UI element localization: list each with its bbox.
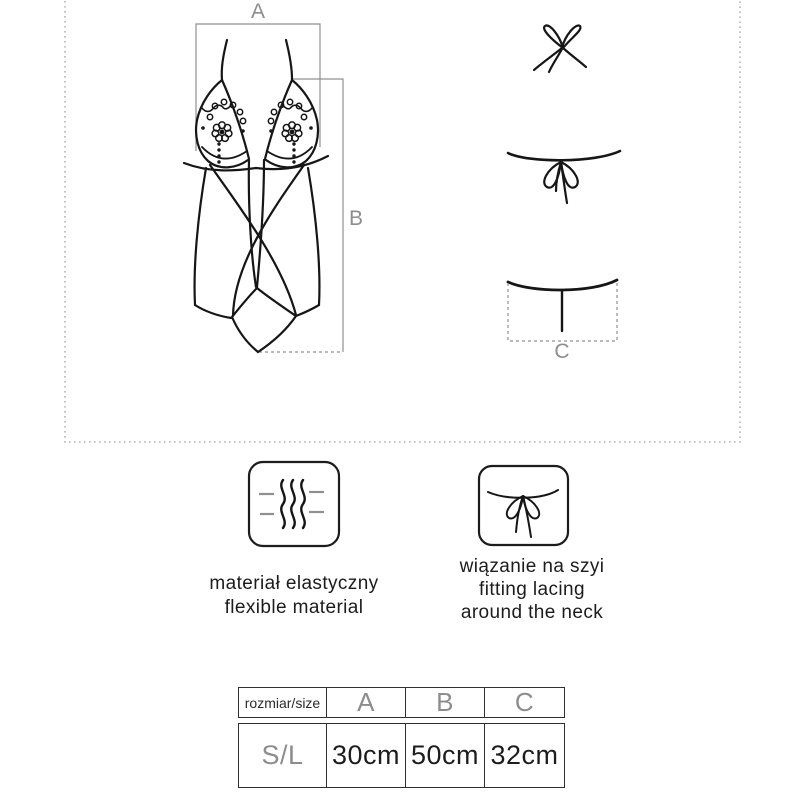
size-table-header-cell: A [327, 688, 406, 717]
left-strap [222, 40, 227, 80]
measurement-box-c [508, 281, 617, 341]
size-table-cell: 50cm [406, 724, 485, 787]
neck-tie-bow-drawing [534, 26, 586, 72]
feature-caption-elastic-material [169, 572, 419, 620]
feature-caption-neck-lacing [407, 555, 657, 624]
measurement-label-b: B [349, 207, 364, 230]
right-strap [286, 40, 292, 79]
elastic-material-icon [249, 462, 339, 546]
caption-line: wiązanie na szyi [459, 556, 605, 577]
size-table-cell: S/L [239, 724, 327, 787]
dotted-frame [65, 0, 740, 442]
size-table-cell: 30cm [327, 724, 406, 787]
caption-line: flexible material [224, 597, 364, 618]
size-table-data-row [238, 723, 565, 788]
size-table-header-cell: C [514, 687, 535, 717]
neck-lacing-drawing [508, 151, 620, 203]
measurement-label-c: C [554, 340, 570, 363]
measurement-box-b [259, 79, 343, 352]
size-table [238, 687, 565, 788]
measurement-box-a [196, 24, 320, 151]
caption-line: fitting lacing [479, 579, 585, 600]
bodysuit-drawing [184, 40, 328, 352]
size-table-header-row [238, 687, 565, 718]
caption-line: materiał elastyczny [209, 573, 379, 594]
size-table-header-cell: B [406, 688, 485, 717]
lace-decoration [201, 99, 313, 163]
neck-lacing-icon [479, 466, 568, 545]
size-table-header-cell: rozmiar/size [239, 688, 327, 717]
bottom-edge-drawing [508, 280, 617, 331]
measurement-label-a: A [250, 0, 266, 23]
size-table-cell: 32cm [490, 740, 559, 770]
caption-line: around the neck [460, 602, 604, 623]
